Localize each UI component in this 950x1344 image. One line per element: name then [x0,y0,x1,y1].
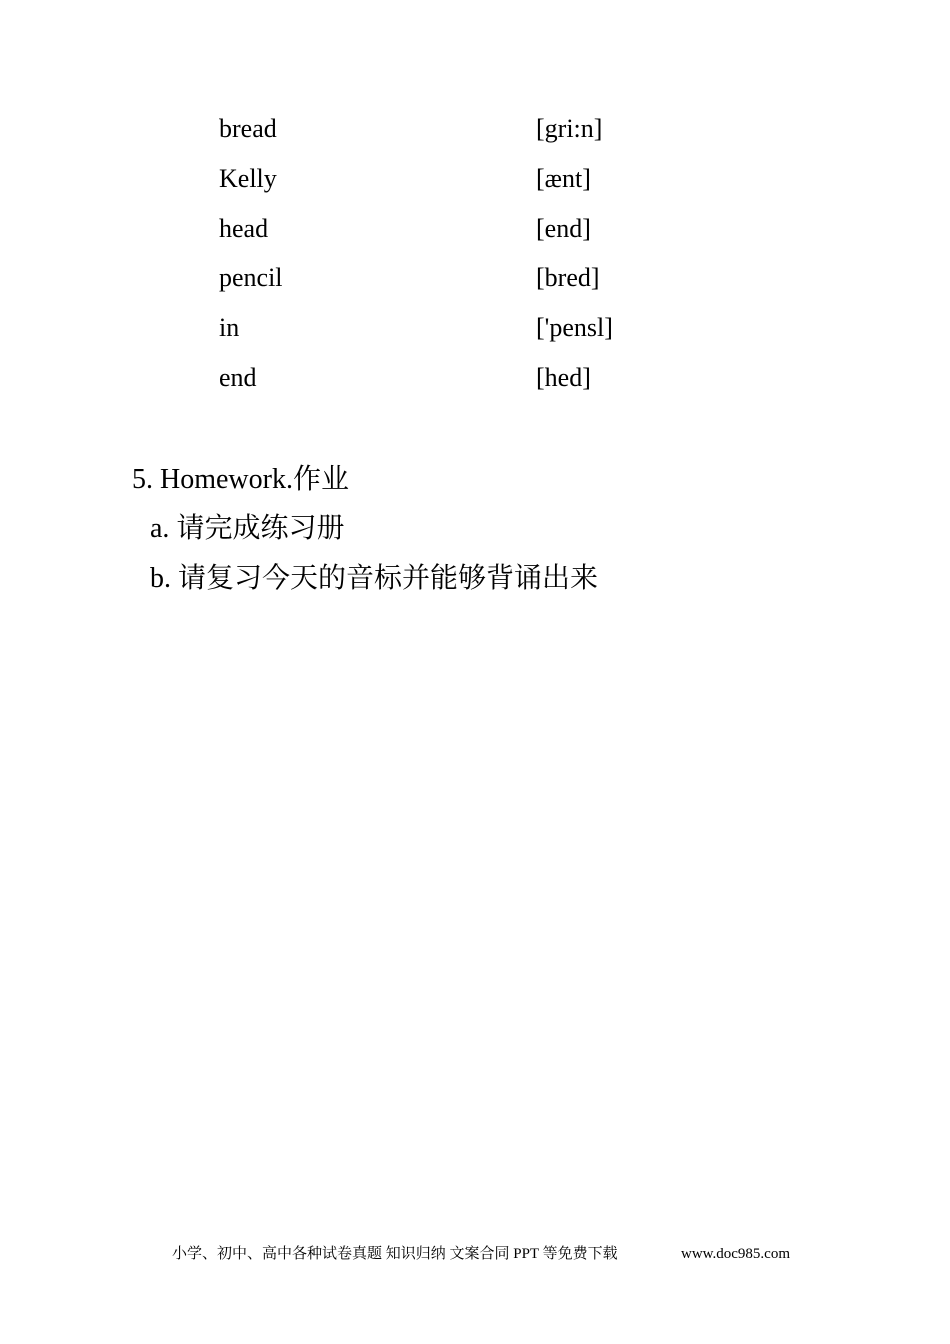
homework-item-text: 请复习今天的音标并能够背诵出来 [178,561,599,594]
footer-url: www.doc985.com [681,1246,791,1262]
matching-row [0,313,950,353]
matching-word: pencil [219,263,283,292]
matching-phonetic: [gri:n] [536,114,603,143]
homework-title [132,463,349,496]
matching-row [0,263,950,303]
matching-word: end [219,363,257,392]
matching-word: bread [219,114,277,143]
footer-text: 小学、初中、高中各种试卷真题 知识归纳 文案合同 PPT 等免费下载 [172,1246,618,1262]
homework-title-number: 5. Homework. [132,464,293,495]
homework-item-marker: b. [150,563,171,594]
matching-phonetic: [ænt] [536,164,591,193]
homework-title-cn: 作业 [292,462,349,495]
matching-row [0,164,950,204]
matching-phonetic: [end] [536,214,591,243]
matching-word: in [219,313,240,342]
matching-word: Kelly [219,164,277,193]
homework-item-text: 请完成练习册 [176,511,345,544]
homework-item-marker: a. [150,513,170,544]
matching-row [0,114,950,154]
matching-row [0,363,950,403]
matching-phonetic: [bred] [536,263,600,292]
homework-item [150,562,598,595]
homework-item [150,512,344,545]
matching-row [0,214,950,254]
matching-word: head [219,214,269,243]
matching-phonetic: ['pensl] [536,313,613,342]
matching-phonetic: [hed] [536,363,591,392]
